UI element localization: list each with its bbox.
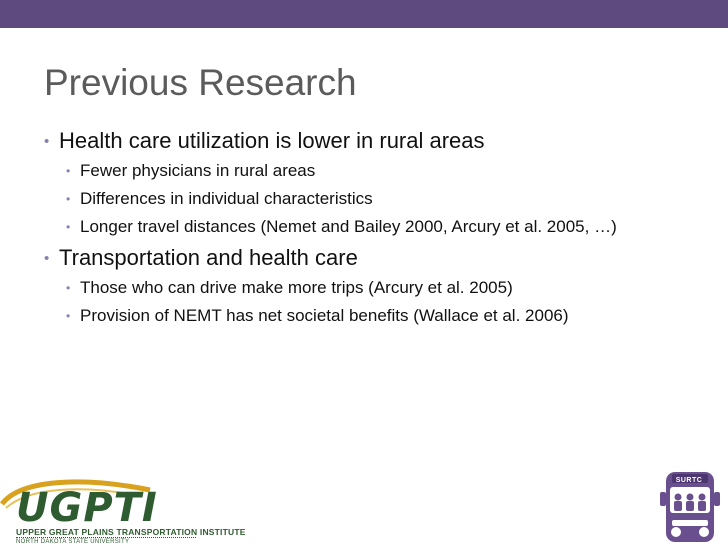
sub-bullet-item (44, 216, 704, 237)
sub-bullet-item (44, 305, 704, 326)
bullet-list (44, 128, 704, 326)
sub-bullet-text: Longer travel distances (Nemet and Bailey 2000, Arcury et al. 2005, …) (80, 217, 617, 236)
bullet-text: Health care utilization is lower in rural areas (59, 128, 485, 153)
sub-bullet-item (44, 277, 704, 298)
header-bar (0, 0, 728, 28)
ugpti-institute-name: UPPER GREAT PLAINS TRANSPORTATION INSTITUTE (16, 527, 246, 537)
sub-bullet-text: Differences in individual characteristics (80, 189, 373, 208)
sub-bullet-text: Provision of NEMT has net societal benefits (Wallace et al. 2006) (80, 306, 569, 325)
bullet-icon: • (44, 133, 50, 150)
sub-bullet-item (44, 160, 704, 181)
ugpti-university-name: NORTH DAKOTA STATE UNIVERSITY (16, 539, 130, 545)
bullet-text: Transportation and health care (59, 245, 358, 270)
bullet-icon: • (66, 281, 71, 295)
sub-bullet-item (44, 188, 704, 209)
bullet-item (44, 245, 704, 271)
bullet-icon: • (44, 250, 50, 267)
bullet-icon: • (66, 164, 71, 178)
bullet-icon: • (66, 309, 71, 323)
bullet-icon: • (66, 192, 71, 206)
ugpti-wordmark: UGPTI (16, 485, 158, 531)
sub-bullet-text: Those who can drive make more trips (Arcury et al. 2005) (80, 278, 513, 297)
slide-title: Previous Research (44, 62, 357, 103)
bullet-icon: • (66, 220, 71, 234)
bullet-item (44, 128, 704, 154)
sub-bullet-text: Fewer physicians in rural areas (80, 161, 316, 180)
bus-sign: SURTC (675, 477, 703, 484)
